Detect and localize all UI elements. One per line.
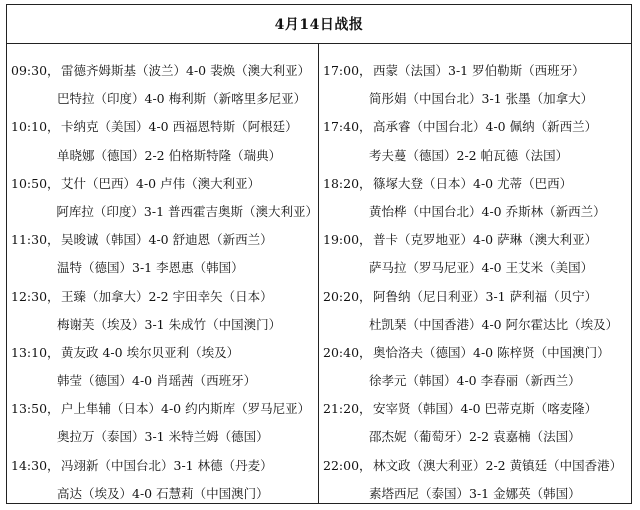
left-column xyxy=(7,44,319,503)
match-line xyxy=(7,423,318,451)
match-line xyxy=(319,57,631,85)
time-slot xyxy=(7,113,318,169)
match-result: 冯翊新（中国台北）3-1 林德（丹麦） xyxy=(61,457,273,473)
time-slot xyxy=(7,170,318,226)
match-line xyxy=(319,254,631,282)
match-result: 考夫蔓（德国）2-2 帕瓦德（法国） xyxy=(369,147,569,163)
time-slot xyxy=(7,339,318,395)
match-line xyxy=(7,170,318,198)
match-result: 奥恰洛夫（德国）4-0 陈梓贤（中国澳门） xyxy=(373,344,610,360)
match-result: 阿库拉（印度）3-1 普西霍吉奥斯（澳大利亚） xyxy=(56,203,318,219)
match-result: 高达（埃及）4-0 石慧莉（中国澳门） xyxy=(57,485,269,501)
time-slot xyxy=(319,339,631,395)
match-time: 10:10， xyxy=(11,119,60,135)
match-result: 奥拉万（泰国）3-1 米特兰姆（德国） xyxy=(57,429,269,445)
match-time: 19:00， xyxy=(323,232,372,248)
indent-spacer xyxy=(7,198,56,226)
match-line xyxy=(319,367,631,395)
match-line xyxy=(7,283,318,311)
indent-spacer xyxy=(319,480,369,508)
indent-spacer xyxy=(7,480,57,508)
indent-spacer xyxy=(319,254,369,282)
time-slot xyxy=(7,452,318,508)
indent-spacer xyxy=(319,198,369,226)
match-time: 12:30， xyxy=(11,288,60,304)
match-time: 11:30， xyxy=(11,232,60,248)
match-line xyxy=(7,254,318,282)
match-line xyxy=(7,339,318,367)
time-slot xyxy=(319,113,631,169)
match-result: 梅谢芙（埃及）3-1 朱成竹（中国澳门） xyxy=(57,316,282,332)
time-slot xyxy=(319,452,631,508)
match-line xyxy=(7,226,318,254)
time-slot xyxy=(319,283,631,339)
match-result: 吴晙诚（韩国）4-0 舒迪恩（新西兰） xyxy=(61,232,273,248)
match-result: 王臻（加拿大）2-2 宇田幸矢（日本） xyxy=(61,288,273,304)
match-result: 艾什（巴西）4-0 卢伟（澳大利亚） xyxy=(61,175,261,191)
time-slot xyxy=(7,57,318,113)
match-line xyxy=(7,395,318,423)
match-line xyxy=(7,367,318,395)
match-line xyxy=(319,142,631,170)
match-line xyxy=(319,113,631,141)
title-row xyxy=(7,5,631,44)
time-slot xyxy=(319,395,631,451)
indent-spacer xyxy=(7,367,57,395)
match-result: 林文政（澳大利亚）2-2 黄镇廷（中国香港） xyxy=(373,457,623,473)
time-slot xyxy=(7,226,318,282)
match-result: 素塔西尼（泰国）3-1 金娜英（韩国） xyxy=(369,485,581,501)
indent-spacer xyxy=(7,311,57,339)
match-time: 17:40， xyxy=(323,119,372,135)
match-line xyxy=(319,452,631,480)
match-result: 高承睿（中国台北）4-0 佩纳（新西兰） xyxy=(373,119,598,135)
indent-spacer xyxy=(319,85,369,113)
match-time: 13:10， xyxy=(11,344,60,360)
match-time: 22:00， xyxy=(323,457,372,473)
indent-spacer xyxy=(319,311,369,339)
match-time: 20:40， xyxy=(323,344,372,360)
match-time: 09:30， xyxy=(11,63,60,78)
page-title: 4月14日战报 xyxy=(274,17,364,33)
results-columns xyxy=(7,44,631,503)
match-result: 韩莹（德国）4-0 肖瑶茜（西班牙） xyxy=(57,373,257,389)
indent-spacer xyxy=(7,423,57,451)
match-result: 黄怡桦（中国台北）4-0 乔斯林（新西兰） xyxy=(369,203,606,219)
match-result: 户上隼辅（日本）4-0 约内斯库（罗马尼亚） xyxy=(61,401,311,417)
match-line xyxy=(7,452,318,480)
match-line xyxy=(319,85,631,113)
match-time: 14:30， xyxy=(11,457,60,473)
match-result: 巴特拉（印度）4-0 梅利斯（新喀里多尼亚） xyxy=(57,91,307,107)
match-line xyxy=(319,170,631,198)
match-result: 安宰贤（韩国）4-0 巴蒂克斯（喀麦隆） xyxy=(373,401,598,417)
match-line xyxy=(319,226,631,254)
match-time: 17:00， xyxy=(323,63,372,78)
match-time: 18:20， xyxy=(323,175,372,191)
match-line xyxy=(319,339,631,367)
indent-spacer xyxy=(319,367,369,395)
match-time: 10:50， xyxy=(11,175,60,191)
match-line xyxy=(7,142,318,170)
results-table xyxy=(6,4,632,504)
indent-spacer xyxy=(319,423,369,451)
match-result: 徐孝元（韩国）4-0 李春丽（新西兰） xyxy=(369,373,581,389)
match-result: 萨马拉（罗马尼亚）4-0 王艾米（美国） xyxy=(369,260,594,276)
match-line xyxy=(7,57,318,85)
match-line xyxy=(319,395,631,423)
match-line xyxy=(7,480,318,508)
match-result: 雷德齐姆斯基（波兰）4-0 裴焕（澳大利亚） xyxy=(61,63,311,78)
match-line xyxy=(7,113,318,141)
match-line xyxy=(319,311,631,339)
match-result: 邵杰妮（葡萄牙）2-2 袁嘉楠（法国） xyxy=(369,429,581,445)
match-result: 黄友政 4-0 埃尔贝亚利（埃及） xyxy=(61,344,240,360)
indent-spacer xyxy=(7,85,57,113)
time-slot xyxy=(7,283,318,339)
time-slot xyxy=(319,57,631,113)
match-line xyxy=(319,423,631,451)
indent-spacer xyxy=(319,142,369,170)
match-result: 西蒙（法国）3-1 罗伯勒斯（西班牙） xyxy=(373,63,585,78)
match-line xyxy=(7,85,318,113)
match-result: 阿鲁纳（尼日利亚）3-1 萨利福（贝宁） xyxy=(373,288,598,304)
match-time: 20:20， xyxy=(323,288,372,304)
match-time: 13:50， xyxy=(11,401,60,417)
match-result: 卡纳克（美国）4-0 西福恩特斯（阿根廷） xyxy=(61,119,298,135)
match-result: 温特（德国）3-1 李恩惠（韩国） xyxy=(57,260,244,276)
indent-spacer xyxy=(7,254,57,282)
match-line xyxy=(319,480,631,508)
match-time: 21:20， xyxy=(323,401,372,417)
match-line xyxy=(319,283,631,311)
right-column xyxy=(319,44,631,503)
indent-spacer xyxy=(7,142,57,170)
match-result: 单晓娜（德国）2-2 伯格斯特隆（瑞典） xyxy=(57,147,282,163)
match-result: 简彤娟（中国台北）3-1 张墨（加拿大） xyxy=(369,91,594,107)
match-result: 普卡（克罗地亚）4-0 萨琳（澳大利亚） xyxy=(373,232,598,248)
match-line xyxy=(7,311,318,339)
match-line xyxy=(7,198,318,226)
time-slot xyxy=(319,226,631,282)
match-line xyxy=(319,198,631,226)
time-slot xyxy=(319,170,631,226)
match-result: 杜凯琹（中国香港）4-0 阿尔霍达比（埃及） xyxy=(369,316,619,332)
match-result: 篠塚大登（日本）4-0 尤蒂（巴西） xyxy=(373,175,573,191)
time-slot xyxy=(7,395,318,451)
